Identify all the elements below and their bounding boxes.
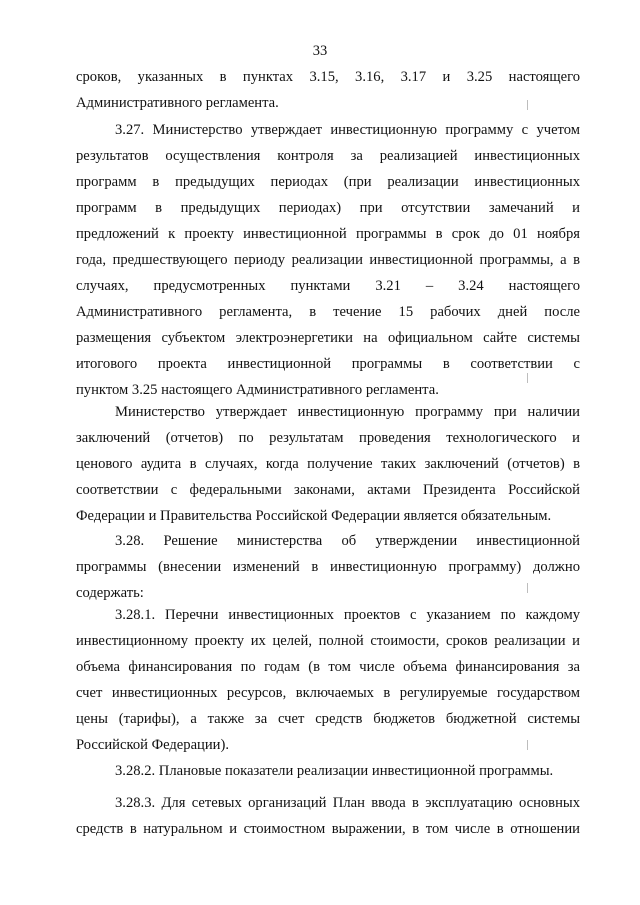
scan-mark	[527, 100, 528, 110]
page-number: 33	[312, 43, 328, 59]
text-line: программ в предыдущих периодах) при отсутствии замечаний и	[76, 200, 580, 216]
text-line: заключений (отчетов) по результатам проведения технологического и	[76, 430, 580, 446]
text-line: сроков, указанных в пунктах 3.15, 3.16, 3.17 и 3.25 настоящего	[76, 69, 580, 85]
scan-mark	[527, 740, 528, 750]
text-line: программы (внесении изменений в инвестиционную программу) должно	[76, 559, 580, 575]
text-line: ценового аудита в случаях, когда получение таких заключений (отчетов) в	[76, 456, 580, 472]
text-line: средств в натуральном и стоимостном выражении, в том числе в отношении	[76, 821, 580, 837]
paragraph	[76, 399, 580, 529]
paragraph	[76, 117, 580, 403]
paragraph	[76, 758, 580, 784]
text-line: результатов осуществления контроля за реализацией инвестиционных	[76, 148, 580, 164]
scan-mark	[527, 373, 528, 383]
text-line: пунктом 3.25 настоящего Административного регламента.	[76, 382, 439, 398]
text-line: Административного регламента, в течение 15 рабочих дней после	[76, 304, 580, 320]
paragraph	[76, 790, 580, 842]
text-line: соответствии с федеральными законами, актами Президента Российской	[76, 482, 580, 498]
text-line: цены (тарифы), а также за счет средств бюджетов бюджетной системы	[76, 711, 580, 727]
text-line: программ в предыдущих периодах (при реализации инвестиционных	[76, 174, 580, 190]
text-line: размещения субъектом электроэнергетики на официальном сайте системы	[76, 330, 580, 346]
text-line: содержать:	[76, 585, 144, 601]
paragraph	[76, 528, 580, 606]
text-line: счет инвестиционных ресурсов, включаемых в регулируемые государством	[76, 685, 580, 701]
text-line: Российской Федерации).	[76, 737, 229, 753]
text-line: 3.27. Министерство утверждает инвестиционную программу с учетом	[115, 122, 580, 138]
text-line: 3.28.3. Для сетевых организаций План ввода в эксплуатацию основных	[115, 795, 580, 811]
text-line: Федерации и Правительства Российской Федерации является обязательным.	[76, 508, 552, 524]
text-line: 3.28. Решение министерства об утверждении инвестиционной	[115, 533, 580, 549]
text-line: года, предшествующего периоду реализации инвестиционной программы, а в	[76, 252, 580, 268]
text-line: итогового проекта инвестиционной программы в соответствии с	[76, 356, 580, 372]
text-line: Административного регламента.	[76, 95, 279, 111]
scan-mark	[527, 583, 528, 593]
text-line: 3.28.1. Перечни инвестиционных проектов с указанием по каждому	[115, 607, 580, 623]
text-line: случаях, предусмотренных пунктами 3.21 – 3.24 настоящего	[76, 278, 580, 294]
text-line: Министерство утверждает инвестиционную программу при наличии	[115, 404, 580, 420]
paragraph	[76, 64, 580, 116]
paragraph	[76, 602, 580, 758]
text-line: объема финансирования по годам (в том числе объема финансирования за	[76, 659, 580, 675]
text-line: предложений к проекту инвестиционной программы в срок до 01 ноября	[76, 226, 580, 242]
text-line: инвестиционному проекту их целей, полной стоимости, сроков реализации и	[76, 633, 580, 649]
text-line: 3.28.2. Плановые показатели реализации инвестиционной программы.	[115, 763, 554, 779]
